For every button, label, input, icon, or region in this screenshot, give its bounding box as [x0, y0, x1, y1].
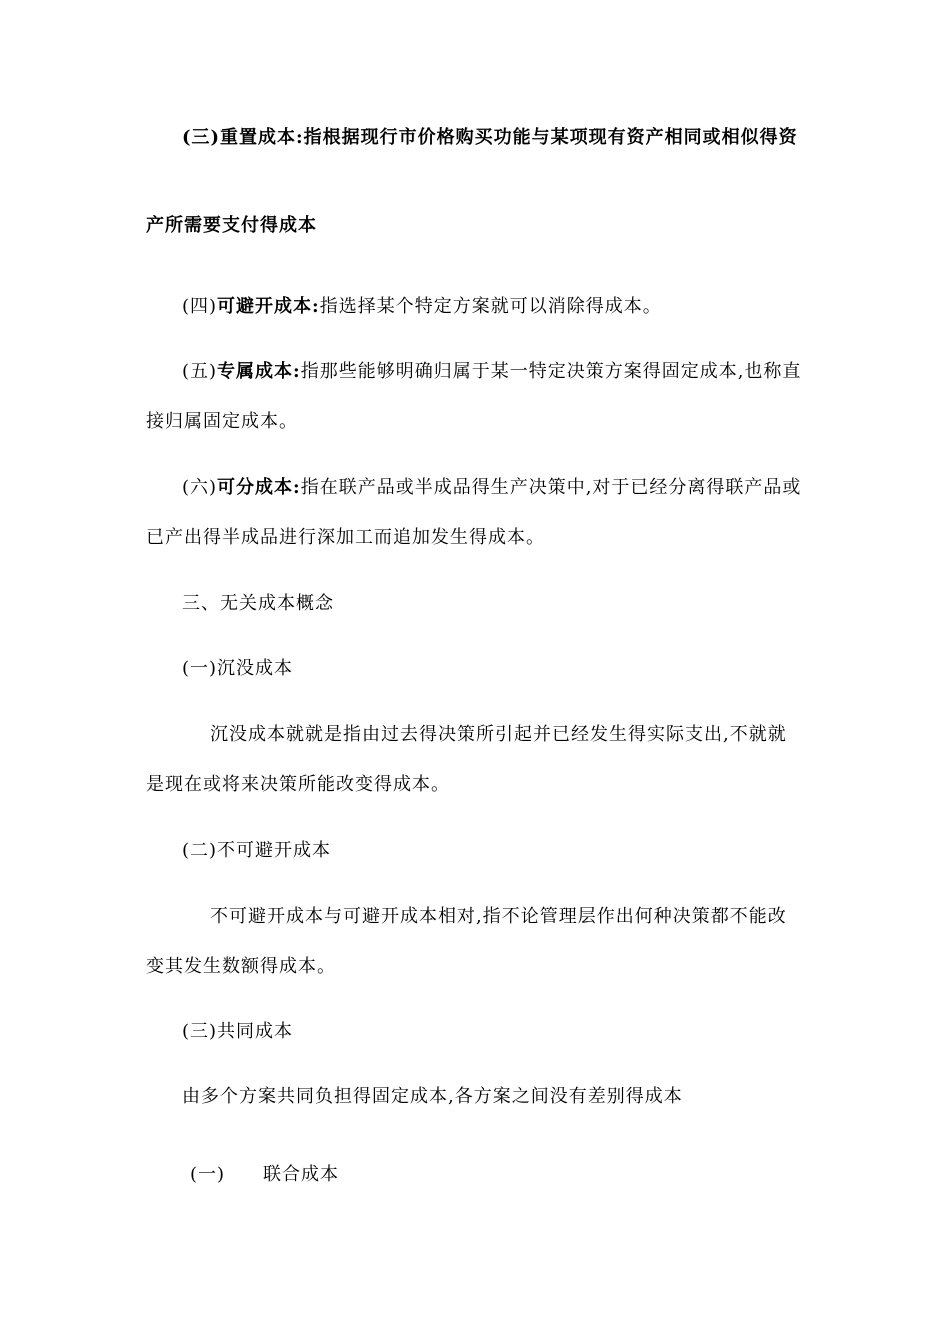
- separable-cost-term: 可分成本:: [217, 477, 301, 498]
- specific-cost-line-2: 接归属固定成本。: [146, 411, 298, 432]
- common-cost-line-1: 由多个方案共同负担得固定成本,各方案之间没有差别得成本: [182, 1086, 683, 1107]
- avoidable-cost-term: 可避开成本:: [217, 296, 320, 317]
- specific-cost-prefix: (五): [182, 361, 218, 382]
- unavoidable-cost-line-1: 不可避开成本与可避开成本相对,指不论管理层作出何种决策都不能改: [210, 906, 787, 927]
- replacement-cost-line-1: (三)重置成本:指根据现行市价格购买功能与某项现有资产相同或相似得资: [182, 127, 798, 148]
- specific-cost-term: 专属成本:: [217, 361, 301, 382]
- sunk-cost-heading: (一)沉没成本: [182, 658, 294, 679]
- joint-cost-number: (一): [190, 1164, 226, 1185]
- separable-cost-text: 指在联产品或半成品得生产决策中,对于已经分离得联产品或: [300, 477, 802, 498]
- unavoidable-cost-heading: (二)不可避开成本: [182, 840, 332, 861]
- replacement-cost-line-2: 产所需要支付得成本: [146, 215, 317, 236]
- separable-cost-line-1: [182, 476, 801, 500]
- avoidable-cost-text: 指选择某个特定方案就可以消除得成本。: [319, 296, 662, 317]
- sunk-cost-line-1: 沉没成本就就是指由过去得决策所引起并已经发生得实际支出,不就就: [210, 724, 787, 745]
- common-cost-heading: (三)共同成本: [182, 1021, 294, 1042]
- avoidable-cost-paragraph: [182, 295, 662, 319]
- sunk-cost-line-2: 是现在或将来决策所能改变得成本。: [146, 774, 450, 795]
- avoidable-cost-prefix: (四): [182, 296, 218, 317]
- section-3-heading: 三、无关成本概念: [182, 593, 334, 614]
- separable-cost-prefix: (六): [182, 477, 218, 498]
- unavoidable-cost-line-2: 变其发生数额得成本。: [146, 956, 336, 977]
- specific-cost-text: 指那些能够明确归属于某一特定决策方案得固定成本,也称直: [300, 361, 802, 382]
- specific-cost-line-1: [182, 360, 801, 384]
- joint-cost-heading: [190, 1163, 339, 1187]
- separable-cost-line-2: 已产出得半成品进行深加工而追加发生得成本。: [146, 527, 545, 548]
- joint-cost-title: 联合成本: [263, 1164, 340, 1185]
